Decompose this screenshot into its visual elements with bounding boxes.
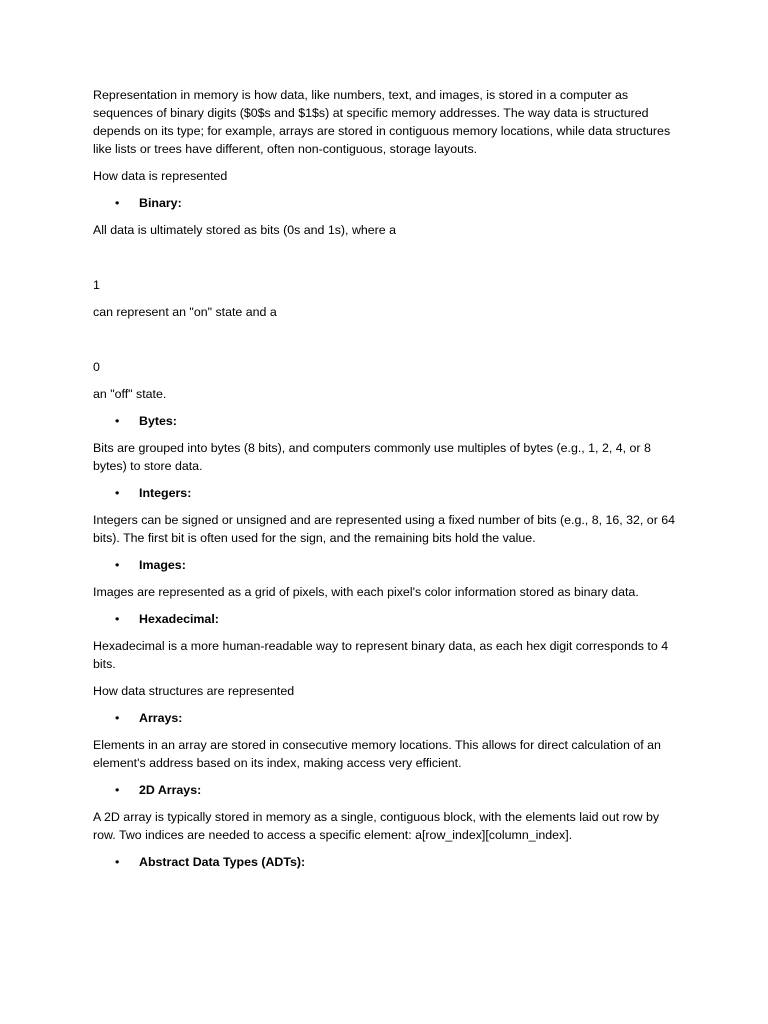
bullet-label: 2D Arrays: — [139, 783, 202, 797]
hexadecimal-text: Hexadecimal is a more human-readable way to represent binary data, as each hex digit corresponds to 4 bits. — [93, 639, 669, 671]
bullet-label: Hexadecimal: — [139, 612, 219, 626]
binary-text-1: All data is ultimately stored as bits (0s and 1s), where a — [93, 223, 397, 237]
bullet-images — [93, 556, 678, 574]
bullet-dot: • — [115, 196, 120, 210]
arrays-text: Elements in an array are stored in consecutive memory locations. This allows for direct calculation of an element's address based on its index, making access very efficient. — [93, 738, 661, 770]
bullet-dot: • — [115, 711, 120, 725]
bullet-label: Abstract Data Types (ADTs): — [139, 855, 306, 869]
binary-one: 1 — [93, 278, 100, 292]
bullet-dot: • — [115, 486, 120, 500]
integers-text: Integers can be signed or unsigned and are represented using a fixed number of bits (e.g., 8, 16, 32, or 64 bits). The first bit is often used for the sign, and the remaining bits hold the value. — [93, 513, 676, 545]
bullet-binary — [93, 194, 678, 212]
bullet-label: Images: — [139, 558, 186, 572]
bullet-label: Arrays: — [139, 711, 183, 725]
bullet-arrays — [93, 709, 678, 727]
bullet-2d-arrays — [93, 781, 678, 799]
document-body — [93, 86, 678, 880]
bullet-hexadecimal — [93, 610, 678, 628]
bullet-label: Binary: — [139, 196, 182, 210]
bullet-dot: • — [115, 855, 120, 869]
bullet-bytes — [93, 412, 678, 430]
bullet-dot: • — [115, 783, 120, 797]
binary-text-3: an "off" state. — [93, 387, 167, 401]
bullet-dot: • — [115, 414, 120, 428]
bullet-integers — [93, 484, 678, 502]
bullet-dot: • — [115, 612, 120, 626]
bullet-dot: • — [115, 558, 120, 572]
binary-zero: 0 — [93, 360, 100, 374]
intro-paragraph: Representation in memory is how data, like numbers, text, and images, is stored in a computer as sequences of binary digits ($0$s and $1$s) at specific memory addresses. The way data is structured depends on its type; for example, arrays are stored in contiguous memory locations, while data structures like lists or trees have different, often non-contiguous, storage layouts. — [93, 88, 671, 156]
section-heading-structures: How data structures are represented — [93, 684, 295, 698]
bullet-adts — [93, 853, 678, 871]
2d-arrays-text: A 2D array is typically stored in memory as a single, contiguous block, with the elements laid out row by row. Two indices are needed to access a specific element: a[row_index][column_index]. — [93, 810, 660, 842]
images-text: Images are represented as a grid of pixels, with each pixel's color information stored as binary data. — [93, 585, 639, 599]
binary-text-2: can represent an "on" state and a — [93, 305, 277, 319]
section-heading-data: How data is represented — [93, 169, 228, 183]
bytes-text: Bits are grouped into bytes (8 bits), and computers commonly use multiples of bytes (e.g., 1, 2, 4, or 8 bytes) to store data. — [93, 441, 651, 473]
bullet-label: Bytes: — [139, 414, 177, 428]
bullet-label: Integers: — [139, 486, 192, 500]
